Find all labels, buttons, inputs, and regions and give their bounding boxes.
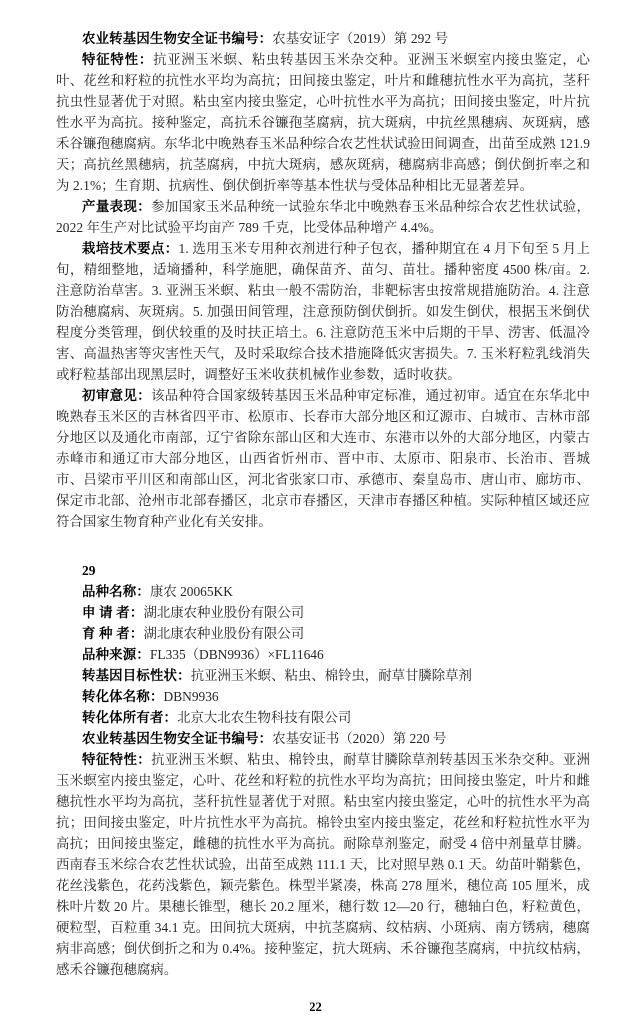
label-characteristics: 特征特性： <box>82 52 154 67</box>
paragraph-cultivation-points <box>56 238 590 385</box>
field-transgenic-target-traits <box>56 665 590 686</box>
field-applicant <box>56 602 590 623</box>
field-variety-name <box>56 581 590 602</box>
value-variety-source: FL335（DBN9936）×FL11646 <box>149 647 324 662</box>
value-certificate-number: 农基安证字（2019）第 292 号 <box>272 31 449 46</box>
label-variety-name: 品种名称： <box>82 584 150 599</box>
label-transformation-event-name: 转化体名称： <box>82 689 164 704</box>
label-variety-source: 品种来源： <box>82 647 150 662</box>
page-number: 22 <box>309 1000 322 1014</box>
label-cultivation-points: 栽培技术要点： <box>82 241 179 256</box>
label-yield-performance: 产量表现： <box>82 199 152 214</box>
text-characteristics: 抗亚洲玉米螟、粘虫转基因玉米杂交种。亚洲玉米螟室内接虫鉴定，心叶、花丝和籽粒的抗性水平均为高抗；田间接虫鉴定，叶片和雌穗抗性水平为高抗，茎秆抗虫性显著优于对照。粘虫室内接虫鉴定，心叶抗性水平为高抗；田间接虫鉴定，叶片抗性水平为高抗。接种鉴定，高抗禾谷镰孢茎腐病，抗大斑病，中抗丝黑穗病、灰斑病，感禾谷镰孢穗腐病。东华北中晚熟春玉米品种综合农艺性状试验田间调查，出苗至成熟 121.9 天；高抗丝黑穗病，抗茎腐病，中抗大斑病，感灰斑病，穗腐病非高感；倒伏倒折率之和为 2.1%；生育期、抗病性、倒伏倒折率等基本性状与受体品种相比无显著差异。 <box>56 52 590 193</box>
field-breeder <box>56 623 590 644</box>
document-body <box>56 28 590 980</box>
field-transformation-event-name <box>56 686 590 707</box>
label-applicant: 申 请 者： <box>82 605 144 620</box>
value-transformation-event-name: DBN9936 <box>163 689 219 704</box>
label-transgenic-target-traits: 转基因目标性状： <box>82 668 191 683</box>
label-preliminary-review: 初审意见： <box>82 388 152 403</box>
label-certificate-number: 农业转基因生物安全证书编号： <box>82 31 273 46</box>
value-biosafety-certificate-number: 农基安证书（2020）第 220 号 <box>272 731 447 746</box>
field-transformation-event-owner <box>56 707 590 728</box>
value-breeder: 湖北康农种业股份有限公司 <box>143 626 305 641</box>
label-breeder: 育 种 者： <box>82 626 144 641</box>
label-transformation-event-owner: 转化体所有者： <box>82 710 178 725</box>
value-variety-name: 康农 20065KK <box>149 584 233 599</box>
text-preliminary-review: 该品种符合国家级转基因玉米品种审定标准，通过初审。适宜在东华北中晚熟春玉米区的吉林省四平市、松原市、长春市大部分地区和辽源市、白城市、吉林市部分地区以及通化市南部，辽宁省除东部山区和大连市、东港市以外的大部分地区，内蒙古赤峰市和通辽市大部分地区，山西省忻州市、晋中市、太原市、阳泉市、长治市、晋城市、吕梁市平川区和南部山区，河北省张家口市、承德市、秦皇岛市、唐山市、廊坊市、保定市北部、沧州市北部春播区，北京市春播区，天津市春播区种植。实际种植区域还应符合国家生物育种产业化有关安排。 <box>56 388 591 529</box>
paragraph-yield-performance <box>56 196 590 238</box>
value-transformation-event-owner: 北京大北农生物科技有限公司 <box>177 710 352 725</box>
field-biosafety-certificate-number <box>56 728 590 749</box>
text-yield-performance: 参加国家玉米品种统一试验东华北中晚熟春玉米品种综合农艺性状试验，2022 年生产对比试验平均亩产 789 千克，比受体品种增产 4.4%。 <box>56 199 591 235</box>
label-biosafety-certificate-number: 农业转基因生物安全证书编号： <box>82 731 273 746</box>
paragraph-characteristics-entry29 <box>56 749 590 980</box>
section-spacer <box>56 532 590 560</box>
label-characteristics-entry29: 特征特性： <box>82 752 152 767</box>
text-cultivation-points: 1. 选用玉米专用种衣剂进行种子包衣，播种期宜在 4 月下旬至 5 月上旬，精细整地，适墒播种，科学施肥，确保苗齐、苗匀、苗壮。播种密度 4500 株/亩。2. 注意防治草害。3. 亚洲玉米螟、粘虫一般不需防治，非靶标害虫按常规措施防治。4. 注意防治穗腐病、灰斑病。5. 加强田间管理，注意预防倒伏倒折。如发生倒伏，根据玉米倒伏程度分类管理，倒伏较重的及时扶正培土。6. 注意防范玉米中后期的干旱、涝害、低温冷害、高温热害等灾害性天气，及时采取综合技术措施降低灾害损失。7. 玉米籽粒乳线消失或籽粒基部出现黑层时，调整好玉米收获机械作业参数，适时收获。 <box>56 241 590 382</box>
value-transgenic-target-traits: 抗亚洲玉米螟、粘虫、棉铃虫，耐草甘膦除草剂 <box>190 668 472 683</box>
entry-number: 29 <box>82 563 96 578</box>
text-characteristics-entry29: 抗亚洲玉米螟、粘虫、棉铃虫，耐草甘膦除草剂转基因玉米杂交种。亚洲玉米螟室内接虫鉴定，心叶、花丝和籽粒的抗性水平均为高抗；田间接虫鉴定，叶片和雌穗抗性水平均为高抗，茎秆抗性显著优于对照。粘虫室内接虫鉴定，心叶的抗性水平为高抗；田间接虫鉴定，叶片抗性水平为高抗。棉铃虫室内接虫鉴定，花丝和籽粒抗性水平为高抗；田间接虫鉴定，雌穗的抗性水平为高抗。耐除草剂鉴定，耐受 4 倍中剂量草甘膦。西南春玉米综合农艺性状试验，出苗至成熟 111.1 天，比对照早熟 0.1 天。幼苗叶鞘紫色，花丝浅紫色，花药浅紫色，颖壳紫色。株型半紧凑，株高 278 厘米，穗位高 105 厘米，成株叶片数 20 片。果穗长锥型，穗长 20.2 厘米，穗行数 12—20 行，穗轴白色，籽粒黄色，硬粒型，百粒重 34.1 克。田间抗大斑病，中抗茎腐病、纹枯病、小斑病、南方锈病，穗腐病非高感；倒伏倒折之和为 0.4%。接种鉴定，抗大斑病、禾谷镰孢茎腐病，中抗纹枯病，感禾谷镰孢穗腐病。 <box>56 752 591 977</box>
paragraph-certificate-number <box>56 28 590 49</box>
paragraph-characteristics-prev <box>56 49 590 196</box>
value-applicant: 湖北康农种业股份有限公司 <box>143 605 305 620</box>
paragraph-preliminary-review <box>56 385 590 532</box>
field-variety-source <box>56 644 590 665</box>
